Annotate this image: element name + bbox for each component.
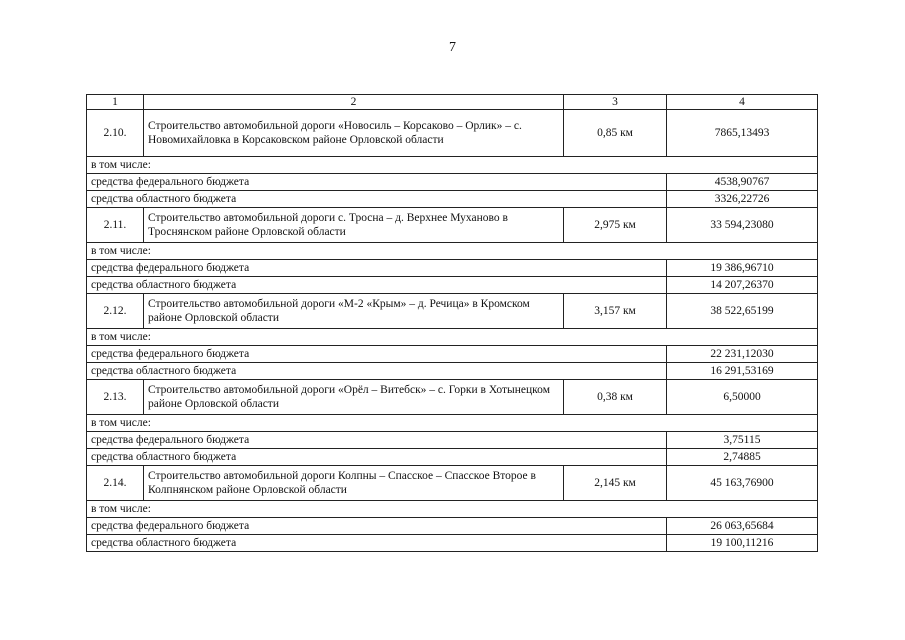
project-length: 3,157 км (564, 294, 667, 329)
header-cell: 1 (87, 95, 144, 110)
regional-budget-label: средства областного бюджета (87, 449, 667, 466)
federal-budget-value: 22 231,12030 (667, 346, 818, 363)
project-row (87, 380, 818, 415)
header-cell: 4 (667, 95, 818, 110)
including-row (87, 329, 818, 346)
including-row (87, 501, 818, 518)
federal-budget-value: 19 386,96710 (667, 260, 818, 277)
project-length: 0,38 км (564, 380, 667, 415)
federal-budget-row (87, 518, 818, 535)
regional-budget-label: средства областного бюджета (87, 363, 667, 380)
federal-budget-value: 4538,90767 (667, 174, 818, 191)
project-row (87, 208, 818, 243)
project-total: 33 594,23080 (667, 208, 818, 243)
regional-budget-value: 14 207,26370 (667, 277, 818, 294)
including-label: в том числе: (87, 415, 818, 432)
federal-budget-row (87, 432, 818, 449)
including-row (87, 243, 818, 260)
regional-budget-row (87, 363, 818, 380)
page-number: 7 (449, 40, 456, 55)
project-description: Строительство автомобильной дороги Колпны – Спасское – Спасское Второе в Колпнянском районе Орловской области (144, 466, 564, 501)
project-total: 6,50000 (667, 380, 818, 415)
including-label: в том числе: (87, 157, 818, 174)
regional-budget-row (87, 535, 818, 552)
including-label: в том числе: (87, 243, 818, 260)
regional-budget-label: средства областного бюджета (87, 535, 667, 552)
project-description: Строительство автомобильной дороги с. Тросна – д. Верхнее Муханово в Троснянском районе Орловской области (144, 208, 564, 243)
including-row (87, 415, 818, 432)
project-row (87, 294, 818, 329)
project-length: 2,975 км (564, 208, 667, 243)
project-row (87, 466, 818, 501)
project-number: 2.11. (87, 208, 144, 243)
project-total: 45 163,76900 (667, 466, 818, 501)
regional-budget-value: 3326,22726 (667, 191, 818, 208)
federal-budget-value: 3,75115 (667, 432, 818, 449)
project-total: 7865,13493 (667, 110, 818, 157)
regional-budget-label: средства областного бюджета (87, 191, 667, 208)
project-description: Строительство автомобильной дороги «М-2 «Крым» – д. Речица» в Кромском районе Орловской области (144, 294, 564, 329)
regional-budget-row (87, 449, 818, 466)
project-description: Строительство автомобильной дороги «Орёл – Витебск» – с. Горки в Хотынецком районе Орловской области (144, 380, 564, 415)
project-length: 0,85 км (564, 110, 667, 157)
table-header-row (87, 95, 818, 110)
project-number: 2.13. (87, 380, 144, 415)
federal-budget-label: средства федерального бюджета (87, 432, 667, 449)
federal-budget-label: средства федерального бюджета (87, 260, 667, 277)
including-row (87, 157, 818, 174)
project-number: 2.14. (87, 466, 144, 501)
federal-budget-label: средства федерального бюджета (87, 346, 667, 363)
project-number: 2.12. (87, 294, 144, 329)
federal-budget-row (87, 346, 818, 363)
federal-budget-label: средства федерального бюджета (87, 174, 667, 191)
project-row (87, 110, 818, 157)
federal-budget-row (87, 260, 818, 277)
regional-budget-value: 19 100,11216 (667, 535, 818, 552)
project-total: 38 522,65199 (667, 294, 818, 329)
federal-budget-label: средства федерального бюджета (87, 518, 667, 535)
including-label: в том числе: (87, 329, 818, 346)
project-description: Строительство автомобильной дороги «Новосиль – Корсаково – Орлик» – с. Новомихайловка в Корсаковском районе Орловской области (144, 110, 564, 157)
federal-budget-row (87, 174, 818, 191)
federal-budget-value: 26 063,65684 (667, 518, 818, 535)
project-length: 2,145 км (564, 466, 667, 501)
project-number: 2.10. (87, 110, 144, 157)
regional-budget-value: 2,74885 (667, 449, 818, 466)
including-label: в том числе: (87, 501, 818, 518)
budget-table (86, 94, 818, 552)
regional-budget-value: 16 291,53169 (667, 363, 818, 380)
regional-budget-label: средства областного бюджета (87, 277, 667, 294)
header-cell: 3 (564, 95, 667, 110)
regional-budget-row (87, 277, 818, 294)
header-cell: 2 (144, 95, 564, 110)
regional-budget-row (87, 191, 818, 208)
